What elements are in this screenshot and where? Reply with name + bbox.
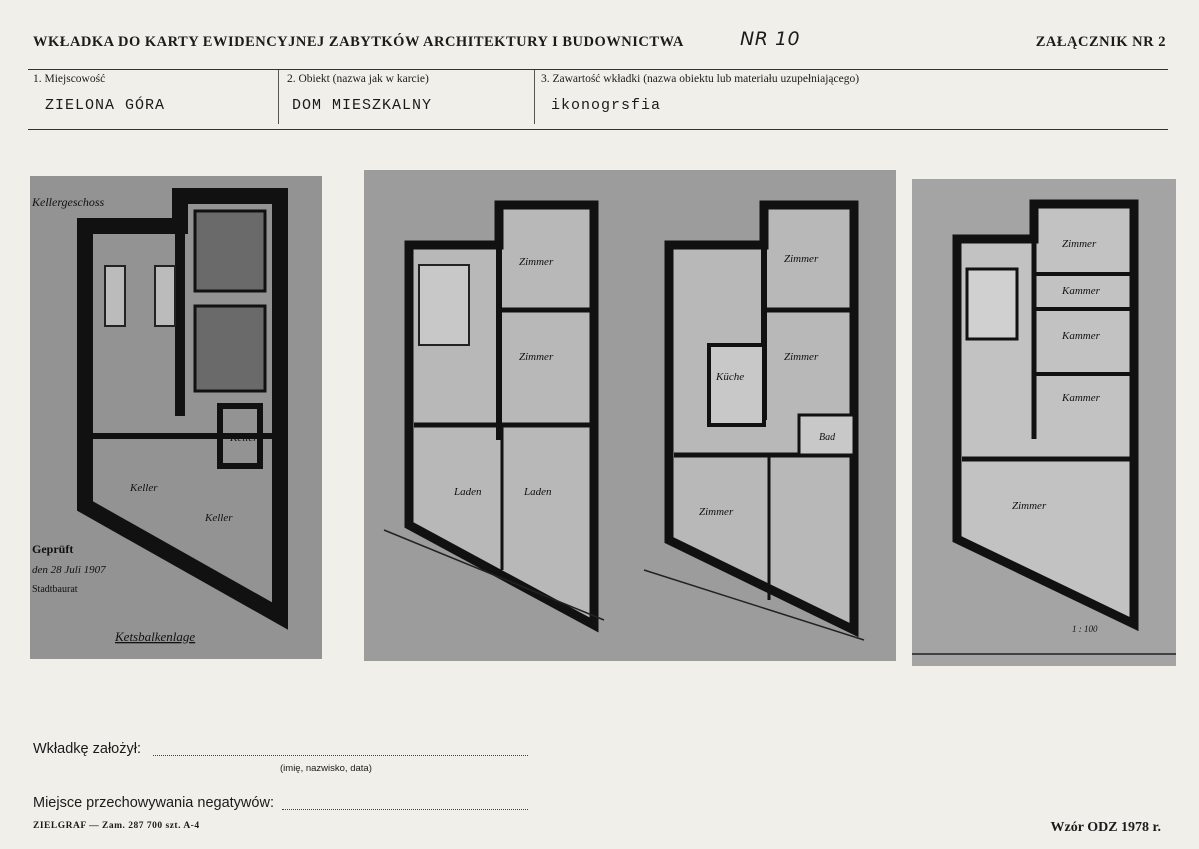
room-label: Laden xyxy=(454,486,482,498)
field-divider xyxy=(534,70,535,124)
plan-photo-upper-floor xyxy=(912,179,1176,666)
room-label: Kammer xyxy=(1062,392,1100,404)
approval-official: Stadtbaurat xyxy=(32,584,78,595)
plan-caption: Kellergeschoss xyxy=(32,195,105,209)
room-label: Zimmer xyxy=(1062,238,1097,250)
room-label: Kammer xyxy=(1062,330,1100,342)
scale-label: 1 : 100 xyxy=(1072,624,1098,634)
field-locality-label: 1. Miejscowość xyxy=(33,73,106,85)
field-object xyxy=(287,70,532,124)
room-label: Zimmer xyxy=(699,506,734,518)
room-label: Keller xyxy=(205,512,233,524)
approval-date: den 28 Juli 1907 xyxy=(32,564,106,576)
room-label: Laden xyxy=(524,486,552,498)
room-label: Kammer xyxy=(1062,285,1100,297)
room-label: Keller xyxy=(230,432,258,444)
field-divider xyxy=(278,70,279,124)
room-label: Zimmer xyxy=(784,351,819,363)
room-label: Zimmer xyxy=(1012,500,1047,512)
negatives-label: Miejsce przechowywania negatywów: xyxy=(33,795,274,811)
room-label: Zimmer xyxy=(519,256,554,268)
room-label: Küche xyxy=(716,371,745,383)
annex-label: ZAŁĄCZNIK NR 2 xyxy=(1035,34,1166,50)
field-content-label: 3. Zawartość wkładki (nazwa obiektu lub materiału uzupełniającego) xyxy=(541,73,860,85)
info-fields-row xyxy=(28,69,1168,130)
room-label: Zimmer xyxy=(519,351,554,363)
founder-label: Wkładkę założył: xyxy=(33,741,141,757)
room-label: Keller xyxy=(130,482,158,494)
card-title: WKŁADKA DO KARTY EWIDENCYJNEJ ZABYTKÓW ARCHITEKTURY I BUDOWNICTWA xyxy=(33,34,684,50)
room-label: Bad xyxy=(819,432,836,443)
template-info: Wzór ODZ 1978 r. xyxy=(1050,820,1161,835)
field-object-label: 2. Obiekt (nazwa jak w karcie) xyxy=(287,73,429,85)
field-content-value[interactable]: ikonogrsfia xyxy=(551,97,662,114)
plan-label: Ketsbalkenlage xyxy=(115,629,196,644)
founder-input[interactable] xyxy=(153,755,528,756)
plan-photo-floors xyxy=(364,170,896,661)
field-content xyxy=(541,70,1161,124)
field-locality xyxy=(33,70,278,124)
field-locality-value[interactable]: ZIELONA GÓRA xyxy=(45,97,166,114)
founder-hint: (imię, nazwisko, data) xyxy=(280,763,372,774)
negatives-input[interactable] xyxy=(282,809,528,810)
plan-photo-basement xyxy=(30,176,322,659)
field-object-value[interactable]: DOM MIESZKALNY xyxy=(292,97,433,114)
printer-info: ZIELGRAF — Zam. 287 700 szt. A-4 xyxy=(33,821,200,831)
approval-stamp: Geprüft xyxy=(32,542,74,556)
card-number: NR 10 xyxy=(740,28,801,50)
room-label: Zimmer xyxy=(784,253,819,265)
